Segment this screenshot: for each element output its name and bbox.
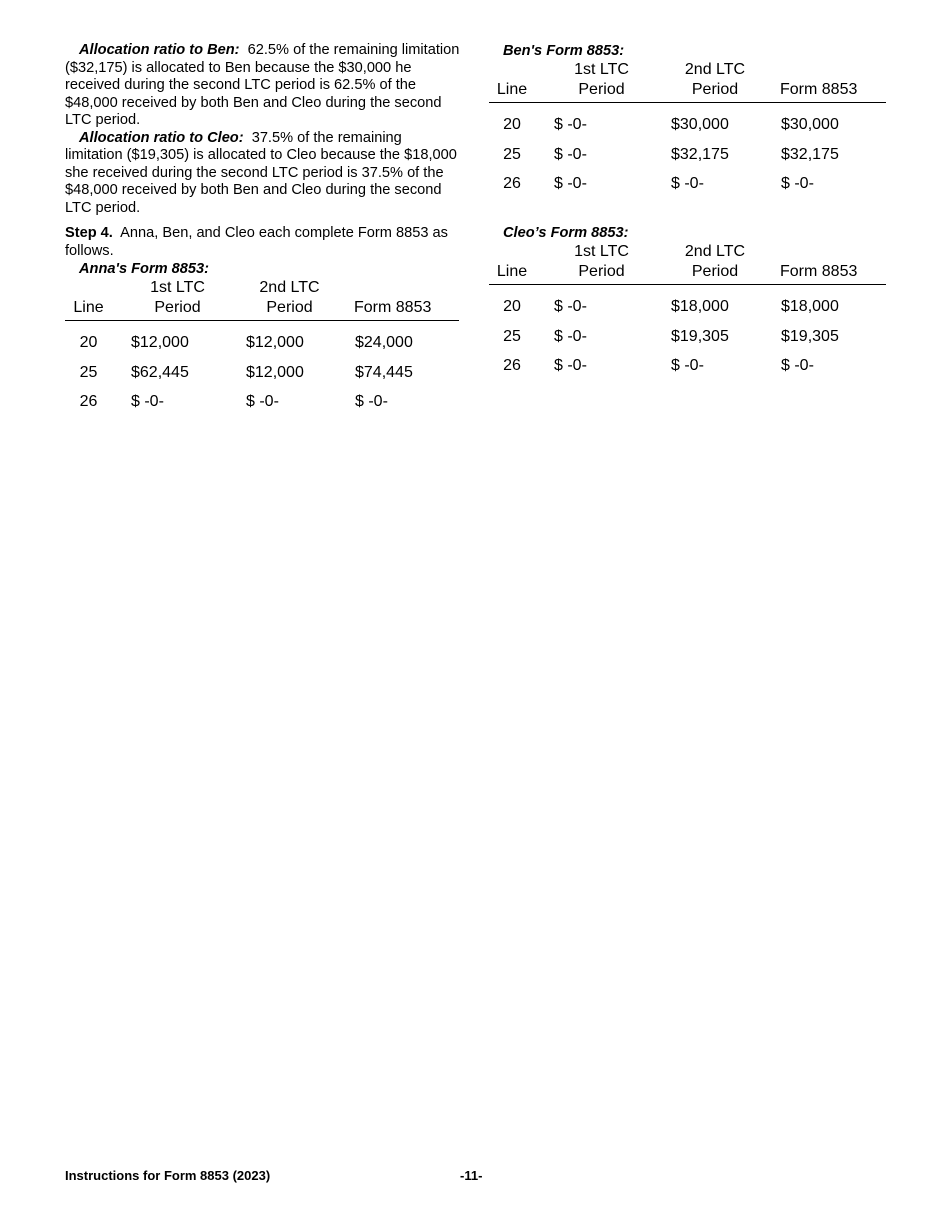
col-header-first: 1st LTC Period	[128, 278, 227, 321]
table-row: 25 $ -0- $32,175 $32,175	[503, 145, 839, 163]
allocation-ben-lead: Allocation ratio to Ben:	[79, 42, 240, 58]
col-header-second: 2nd LTC Period	[243, 278, 336, 321]
cleo-table	[489, 242, 886, 376]
allocation-ben-body: 62.5% of the remaining limitation ($32,175) is allocated to Ben because the $30,000 he received during the second LTC period is 62.5% of the $48,000 received by both Ben and Cleo during the second LTC period.	[65, 42, 460, 128]
anna-table-title: Anna's Form 8853:	[79, 261, 209, 277]
col-header-form: Form 8853	[778, 242, 886, 285]
footer-page-number: -11-	[460, 1168, 483, 1183]
allocation-cleo-paragraph	[65, 130, 460, 218]
table-row: 25 $62,445 $12,000 $74,445	[79, 363, 413, 381]
table-row: 25 $ -0- $19,305 $19,305	[503, 327, 839, 345]
col-header-line: Line	[65, 278, 112, 321]
step4-lead: Step 4.	[65, 225, 113, 241]
ben-table-title: Ben's Form 8853:	[503, 43, 625, 59]
step4-paragraph	[65, 225, 460, 260]
table-row: 26 $ -0- $ -0- $ -0-	[79, 393, 388, 410]
col-header-line: Line	[489, 242, 535, 285]
col-header-form: Form 8853	[352, 278, 459, 321]
table-header-row	[489, 60, 886, 103]
col-header-first: 1st LTC Period	[551, 242, 652, 285]
table-row: 20 $ -0- $30,000 $30,000	[503, 116, 839, 133]
step4-body: Anna, Ben, and Cleo each complete Form 8853 as follows.	[65, 225, 448, 259]
col-header-second: 2nd LTC Period	[668, 60, 762, 103]
allocation-cleo-body: 37.5% of the remaining limitation ($19,305) is allocated to Cleo because the $18,000 she received during the second LTC period is 37.5% of the $48,000 received by both Ben and Cleo during the second LTC period.	[65, 129, 457, 216]
allocation-ben-paragraph	[65, 42, 460, 130]
left-column	[65, 42, 460, 412]
table-row: 20 $ -0- $18,000 $18,000	[503, 298, 839, 315]
cleo-table-title: Cleo’s Form 8853:	[503, 225, 629, 241]
table-row: 26 $ -0- $ -0- $ -0-	[503, 357, 814, 374]
table-row: 26 $ -0- $ -0- $ -0-	[503, 175, 814, 192]
col-header-first: 1st LTC Period	[551, 60, 652, 103]
col-header-form: Form 8853	[778, 60, 886, 103]
col-header-line: Line	[489, 60, 535, 103]
table-header-row	[489, 242, 886, 285]
table-row: 20 $12,000 $12,000 $24,000	[79, 334, 413, 351]
table-header-row	[65, 278, 459, 321]
anna-table	[65, 278, 459, 412]
footer-doc-title: Instructions for Form 8853 (2023)	[65, 1168, 271, 1183]
ben-table	[489, 60, 886, 194]
allocation-cleo-lead: Allocation ratio to Cleo:	[79, 129, 244, 146]
right-column	[489, 42, 889, 376]
col-header-second: 2nd LTC Period	[668, 242, 762, 285]
